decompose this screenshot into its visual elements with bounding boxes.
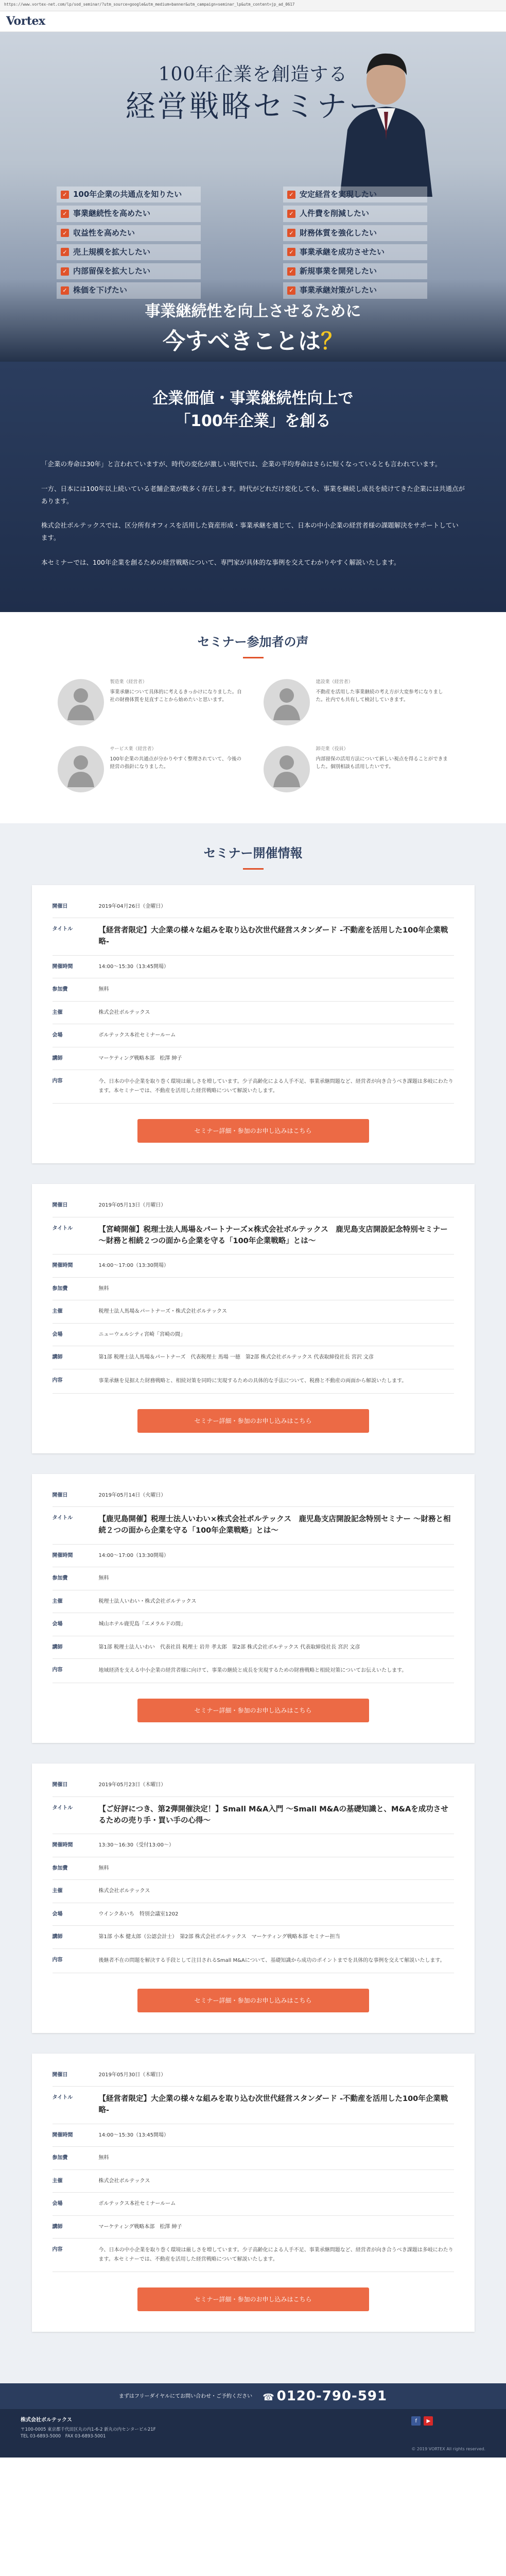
- seminar-label: 開催時間: [52, 1552, 73, 1558]
- seminar-label: 主催: [52, 1309, 63, 1315]
- seminar-row-content: [53, 1369, 454, 1394]
- seminar-label: 開催日: [52, 1782, 68, 1788]
- concept-paragraph: 株式会社ボルテックスでは、区分所有オフィスを活用した資産形成・事業承継を通じて、日本の中小企業の経営者様の課題解決をサポートしています。: [41, 521, 459, 541]
- cta-wrap: [53, 2272, 454, 2311]
- checklist-item: ✓ 事業承継対策がしたい: [283, 282, 427, 298]
- voice-meta: サービス業（経営者）: [110, 746, 156, 752]
- seminar-label: 主催: [52, 2178, 63, 2184]
- seminar-label: 内容: [52, 1078, 63, 1084]
- cta-wrap: [53, 1104, 454, 1143]
- facebook-icon[interactable]: f: [411, 2416, 421, 2426]
- seminar-label: タイトル: [52, 1515, 73, 1521]
- footer-tel: TEL 03-6893-5000 FAX 03-6893-5001: [21, 2434, 106, 2439]
- checklist-item: ✓ 事業継続性を高めたい: [57, 206, 201, 222]
- seminar-row-time: [53, 1834, 454, 1857]
- seminar-label: 講師: [52, 1354, 63, 1361]
- site-header: [0, 11, 506, 32]
- seminar-venue: ニューウェルシティ宮崎「宮崎の間」: [98, 1331, 186, 1337]
- seminar-apply-button[interactable]: セミナー詳細・参加のお申し込みはこちら: [137, 1989, 369, 2012]
- person-icon: [271, 684, 302, 720]
- seminar-row-host: [53, 1300, 454, 1324]
- seminar-row-title: [53, 1797, 454, 1835]
- seminar-row-date: [53, 1194, 454, 1217]
- seminar-label: 開催時間: [52, 963, 73, 970]
- seminar-venue: ボルテックス本社セミナールーム: [98, 1032, 176, 1039]
- cta-wrap: [53, 1683, 454, 1722]
- seminar-time: 14:00～15:30（13:45開場）: [98, 2132, 169, 2138]
- seminar-label: 内容: [52, 2247, 63, 2253]
- seminar-row-venue: [53, 2193, 454, 2216]
- seminar-content: 今、日本の中小企業を取り巻く環境は厳しさを増しています。少子高齢化による人手不足、事業承継問題など、経営者が向き合うべき課題は多岐にわたります。本セミナーでは、不動産を活用した経営戦略について解説いたします。: [98, 1079, 453, 1094]
- seminar-row-date: [53, 2064, 454, 2087]
- seminar-title: 【経営者限定】大企業の様々な組みを取り込む次世代経営スタンダード -不動産を活用した100年企業戦略-: [98, 2095, 448, 2115]
- avatar: [58, 679, 104, 725]
- checklist-left: [57, 187, 221, 299]
- seminar-label: 参加費: [52, 1285, 68, 1292]
- seminar-label: 会場: [52, 2201, 63, 2207]
- concept-paragraph: 一方、日本には100年以上続いている老舗企業が数多く存在します。時代がどれだけ変化しても、事業を継続し成長を続けてきた企業には共通点があります。: [41, 484, 465, 505]
- seminar-content: 事業承継を見据えた財務戦略と、相続対策を同時に実現するための具体的な手法について、税務と不動産の両面から解説いたします。: [98, 1378, 407, 1384]
- site-footer: [0, 2409, 506, 2458]
- check-icon: ✓: [61, 191, 69, 199]
- seminar-card: [32, 1764, 475, 2033]
- checklist-item: ✓ 事業承継を成功させたい: [283, 244, 427, 260]
- seminar-row-title: [53, 1217, 454, 1255]
- seminar-row-time: [53, 1255, 454, 1278]
- seminar-label: 開催時間: [52, 1842, 73, 1849]
- seminar-venue: ボルテックス本社セミナールーム: [98, 2201, 176, 2207]
- site-logo[interactable]: Vortex: [6, 14, 45, 28]
- seminar-card: [32, 2054, 475, 2332]
- check-icon: ✓: [61, 229, 69, 237]
- avatar: [264, 679, 310, 725]
- seminar-row-speaker: [53, 2216, 454, 2239]
- contact-text: まずはフリーダイヤルにてお問い合わせ・ご予約ください: [118, 2393, 253, 2399]
- checklist-item: ✓ 100年企業の共通点を知りたい: [57, 187, 201, 202]
- person-icon: [271, 751, 302, 787]
- seminar-row-host: [53, 1880, 454, 1903]
- voice-item: [58, 679, 243, 725]
- seminar-row-speaker: [53, 1636, 454, 1659]
- seminar-fee: 無料: [98, 1285, 109, 1292]
- seminar-label: 主催: [52, 1888, 63, 1894]
- seminar-content: 後継者不在の問題を解決する手段として注目されるSmall M&Aについて、基礎知識から成功のポイントまでを具体的な事例を交えて解説いたします。: [98, 1957, 445, 1963]
- avatar: [58, 746, 104, 792]
- cta-wrap: [53, 1394, 454, 1433]
- seminar-row-fee: [53, 1567, 454, 1590]
- hero: [0, 32, 506, 362]
- phone-icon: ☎: [263, 2392, 275, 2403]
- seminar-row-fee: [53, 978, 454, 1002]
- concept-section: [0, 362, 506, 612]
- participant-voices: [0, 612, 506, 823]
- check-icon: ✓: [287, 191, 295, 199]
- checklist-item: ✓ 安定経営を実現したい: [283, 187, 427, 202]
- hero-catchphrase: [0, 300, 506, 359]
- seminar-card: [32, 1184, 475, 1453]
- seminar-date: 2019年05月14日（火曜日）: [98, 1492, 166, 1498]
- seminar-row-host: [53, 2170, 454, 2193]
- seminar-label: 会場: [52, 1032, 63, 1039]
- check-icon: ✓: [61, 210, 69, 218]
- seminar-label: 内容: [52, 1377, 63, 1383]
- footer-address: 〒100-0005 東京都千代田区丸の内1-6-2 新丸の内センタービル21F: [21, 2427, 156, 2432]
- seminar-row-venue: [53, 1024, 454, 1047]
- checklist-right: [283, 187, 448, 299]
- seminar-label: タイトル: [52, 926, 73, 933]
- seminar-row-fee: [53, 1857, 454, 1880]
- seminar-info-title: セミナー開催情報: [0, 844, 506, 870]
- checklist-item: ✓ 人件費を削減したい: [283, 206, 427, 222]
- check-icon: ✓: [61, 248, 69, 256]
- seminar-label: 内容: [52, 1957, 63, 1963]
- seminar-row-fee: [53, 2147, 454, 2170]
- seminar-row-venue: [53, 1903, 454, 1926]
- seminar-label: 参加費: [52, 2155, 68, 2161]
- seminar-date: 2019年05月30日（木曜日）: [98, 2072, 166, 2078]
- seminar-apply-button[interactable]: セミナー詳細・参加のお申し込みはこちら: [137, 2287, 369, 2311]
- seminar-content: 今、日本の中小企業を取り巻く環境は厳しさを増しています。少子高齢化による人手不足、事業承継問題など、経営者が向き合うべき課題は多岐にわたります。本セミナーでは、不動産を活用した経営戦略について解説いたします。: [98, 2247, 453, 2263]
- seminar-speaker: 第1部 税理士法人馬場＆パートナーズ 代表税理士 馬場 一徳 第2部 株式会社ボルテックス 代表取締役社長 宮沢 文彦: [98, 1354, 374, 1361]
- voices-row: [41, 746, 465, 792]
- seminar-label: 講師: [52, 1644, 63, 1650]
- seminar-row-speaker: [53, 1047, 454, 1071]
- seminar-label: 開催日: [52, 1492, 68, 1498]
- person-icon: [65, 751, 96, 787]
- seminar-label: 会場: [52, 1621, 63, 1628]
- cta-wrap: [53, 1973, 454, 2012]
- seminar-label: 会場: [52, 1911, 63, 1917]
- seminar-row-content: [53, 1659, 454, 1683]
- seminar-label: 開催日: [52, 1202, 68, 1209]
- seminar-label: タイトル: [52, 1225, 73, 1231]
- seminar-fee: 無料: [98, 1865, 109, 1871]
- seminar-host: 税理士法人馬場＆パートナーズ・株式会社ボルテックス: [98, 1309, 227, 1315]
- seminar-row-date: [53, 1774, 454, 1797]
- check-icon: ✓: [287, 229, 295, 237]
- seminar-title: 【経営者限定】大企業の様々な組みを取り込む次世代経営スタンダード -不動産を活用した100年企業戦略-: [98, 926, 448, 946]
- hero-title-main: 経営戦略セミナー: [125, 88, 381, 124]
- voice-text: 不動産を活用した事業継続の考え方が大変参考になりました。社内でも共有して検討していきます。: [316, 689, 443, 703]
- voice-meta: 卸売業（役員）: [316, 746, 348, 752]
- seminar-label: 講師: [52, 1055, 63, 1061]
- seminar-row-title: [53, 918, 454, 956]
- checklist-item: ✓ 売上規模を拡大したい: [57, 244, 201, 260]
- person-icon: [65, 684, 96, 720]
- footer-company: 株式会社ボルテックス: [21, 2417, 72, 2424]
- seminar-fee: 無料: [98, 2155, 109, 2161]
- seminar-label: 内容: [52, 1667, 63, 1673]
- check-icon: ✓: [287, 286, 295, 295]
- check-icon: ✓: [61, 267, 69, 276]
- checklist-item: ✓ 財務体質を強化したい: [283, 225, 427, 241]
- checklist-item: ✓ 新規事業を開発したい: [283, 263, 427, 279]
- seminar-venue: 城山ホテル鹿児島「エメラルドの間」: [98, 1621, 186, 1628]
- hero-checklist: [57, 187, 448, 299]
- seminar-speaker: 第1部 税理士法人いわい 代表社員 税理士 岩井 孝太郎 第2部 株式会社ボルテックス 代表取締役社長 宮沢 文彦: [98, 1644, 360, 1650]
- seminar-row-host: [53, 1002, 454, 1025]
- catch-line-2: 今すべきことは？: [162, 328, 344, 354]
- seminar-time: 14:00～15:30（13:45開場）: [98, 963, 169, 970]
- seminar-label: 会場: [52, 1331, 63, 1337]
- voices-title: セミナー参加者の声: [41, 633, 465, 658]
- copyright: © 2019 VORTEX All rights reserved.: [411, 2447, 485, 2452]
- seminar-date: 2019年05月13日（月曜日）: [98, 1202, 166, 1209]
- seminar-apply-button[interactable]: セミナー詳細・参加のお申し込みはこちら: [137, 1699, 369, 1722]
- seminar-row-title: [53, 2087, 454, 2124]
- seminar-row-content: [53, 2239, 454, 2272]
- seminar-label: タイトル: [52, 1805, 73, 1811]
- concept-paragraph: 「企業の寿命は30年」と言われていますが、時代の変化が激しい現代では、企業の平均寿命はさらに短くなっているとも言われています。: [41, 460, 442, 468]
- seminar-row-speaker: [53, 1926, 454, 1949]
- hero-title: [0, 60, 506, 123]
- seminar-label: 講師: [52, 2224, 63, 2230]
- title-accent: [243, 868, 264, 870]
- seminar-speaker: マーケティング戦略本部 松澤 紳子: [98, 2224, 182, 2230]
- seminar-label: 主催: [52, 1009, 63, 1015]
- seminar-row-date: [53, 1484, 454, 1507]
- seminar-row-content: [53, 1070, 454, 1104]
- seminar-speaker: マーケティング戦略本部 松澤 紳子: [98, 1055, 182, 1061]
- seminar-info: [0, 823, 506, 2384]
- seminar-host: 株式会社ボルテックス: [98, 2178, 150, 2184]
- voice-item: [58, 746, 243, 792]
- check-icon: ✓: [287, 248, 295, 256]
- seminar-label: 主催: [52, 1598, 63, 1604]
- voice-meta: 建設業（経営者）: [316, 679, 353, 685]
- seminar-label: 講師: [52, 1934, 63, 1940]
- seminar-row-time: [53, 956, 454, 979]
- seminar-label: 参加費: [52, 987, 68, 993]
- seminar-date: 2019年05月23日（木曜日）: [98, 1782, 166, 1788]
- avatar: [264, 746, 310, 792]
- concept-heading: 企業価値・事業継続性向上で 「100年企業」を創る: [152, 389, 354, 430]
- seminar-label: 開催時間: [52, 2132, 73, 2138]
- seminar-label: 開催日: [52, 903, 68, 909]
- seminar-time: 14:00～17:00（13:30開場）: [98, 1552, 169, 1558]
- seminar-host: 税理士法人いわい・株式会社ボルテックス: [98, 1598, 197, 1604]
- voice-text: 事業承継について具体的に考えるきっかけになりました。自社の財務体質を見直すことから始めたいと思います。: [110, 689, 242, 703]
- checklist-item: ✓ 内部留保を拡大したい: [57, 263, 201, 279]
- seminar-label: 参加費: [52, 1865, 68, 1871]
- check-icon: ✓: [287, 210, 295, 218]
- seminar-content: 地域経済を支える中小企業の経営者様に向けて、事業の継続と成長を実現するための財務戦略と相続対策についてお伝えいたします。: [98, 1668, 407, 1674]
- seminar-row-title: [53, 1507, 454, 1545]
- catch-line-1: 事業継続性を向上させるために: [145, 302, 361, 320]
- seminar-time: 13:30～16:30（受付13:00～）: [98, 1842, 174, 1849]
- phone-number[interactable]: ☎ 0120-790-591: [263, 2388, 388, 2404]
- seminar-fee: 無料: [98, 987, 109, 993]
- seminar-date: 2019年04月26日（金曜日）: [98, 903, 166, 909]
- hero-title-sub: 100年企業を創造する: [158, 64, 348, 85]
- seminar-venue: ウインクあいち 特別会議室1202: [98, 1911, 179, 1917]
- seminar-title: 【ご好評につき、第2弾開催決定！】Small M&A入門 ～Small M&Aの基礎知識と、M&Aを成功させるための売り手・買い手の心得～: [98, 1805, 448, 1825]
- seminar-label: 参加費: [52, 1575, 68, 1582]
- seminar-fee: 無料: [98, 1575, 109, 1582]
- voice-text: 100年企業の共通点が分かりやすく整理されていて、今後の経営の指針になりました。: [110, 756, 241, 770]
- check-icon: ✓: [287, 267, 295, 276]
- social-links: [411, 2416, 485, 2426]
- voices-row: [41, 679, 465, 725]
- seminar-time: 14:00～17:00（13:30開場）: [98, 1263, 169, 1269]
- seminar-card: [32, 1474, 475, 1743]
- seminar-label: 開催時間: [52, 1263, 73, 1269]
- seminar-label: 開催日: [52, 2072, 68, 2078]
- seminar-row-date: [53, 895, 454, 919]
- seminar-host: 株式会社ボルテックス: [98, 1888, 150, 1894]
- seminar-card: [32, 885, 475, 1164]
- seminar-apply-button[interactable]: セミナー詳細・参加のお申し込みはこちら: [137, 1409, 369, 1433]
- seminar-title: 【鹿児島開催】税理士法人いわい×株式会社ボルテックス 鹿児島支店開設記念特別セミナー ～財務と相続２つの面から企業を守る「100年企業戦略」とは～: [98, 1515, 451, 1535]
- seminar-row-speaker: [53, 1346, 454, 1369]
- voice-meta: 製造業（経営者）: [110, 679, 147, 685]
- seminar-row-fee: [53, 1278, 454, 1301]
- seminar-list: [0, 885, 506, 2332]
- voice-item: [264, 679, 449, 725]
- seminar-row-time: [53, 2124, 454, 2147]
- youtube-icon[interactable]: ▶: [424, 2416, 433, 2426]
- seminar-row-host: [53, 1590, 454, 1614]
- seminar-row-venue: [53, 1613, 454, 1636]
- title-accent: [243, 657, 264, 658]
- checklist-item: ✓ 株価を下げたい: [57, 282, 201, 298]
- voice-text: 内部留保の活用方法について新しい視点を得ることができました。個別相談も活用したいです。: [316, 756, 448, 770]
- browser-url[interactable]: https://www.vortex-net.com/lp/sod_seminar/?utm_source=google&utm_medium=banner&utm_campaign=seminar_lp&utm_content=jp_ad_0617: [0, 0, 506, 11]
- voice-item: [264, 746, 449, 792]
- seminar-title: 【宮崎開催】税理士法人馬場＆パートナーズ×株式会社ボルテックス 鹿児島支店開設記念特別セミナー ～財務と相続２つの面から企業を守る「100年企業戦略」とは～: [98, 1225, 448, 1245]
- contact-bar: [0, 2383, 506, 2409]
- seminar-host: 株式会社ボルテックス: [98, 1009, 150, 1015]
- seminar-speaker: 第1部 小本 健太郎（公認会計士） 第2部 株式会社ボルテックス マーケティング戦略本部 セミナー担当: [98, 1934, 340, 1940]
- seminar-row-time: [53, 1545, 454, 1568]
- check-icon: ✓: [61, 286, 69, 295]
- seminar-row-venue: [53, 1324, 454, 1347]
- seminar-row-content: [53, 1949, 454, 1973]
- concept-paragraph: 本セミナーでは、100年企業を創るための経営戦略について、専門家が具体的な事例を交えてわかりやすく解説いたします。: [41, 558, 400, 566]
- seminar-apply-button[interactable]: セミナー詳細・参加のお申し込みはこちら: [137, 1119, 369, 1143]
- checklist-item: ✓ 収益性を高めたい: [57, 225, 201, 241]
- seminar-label: タイトル: [52, 2095, 73, 2101]
